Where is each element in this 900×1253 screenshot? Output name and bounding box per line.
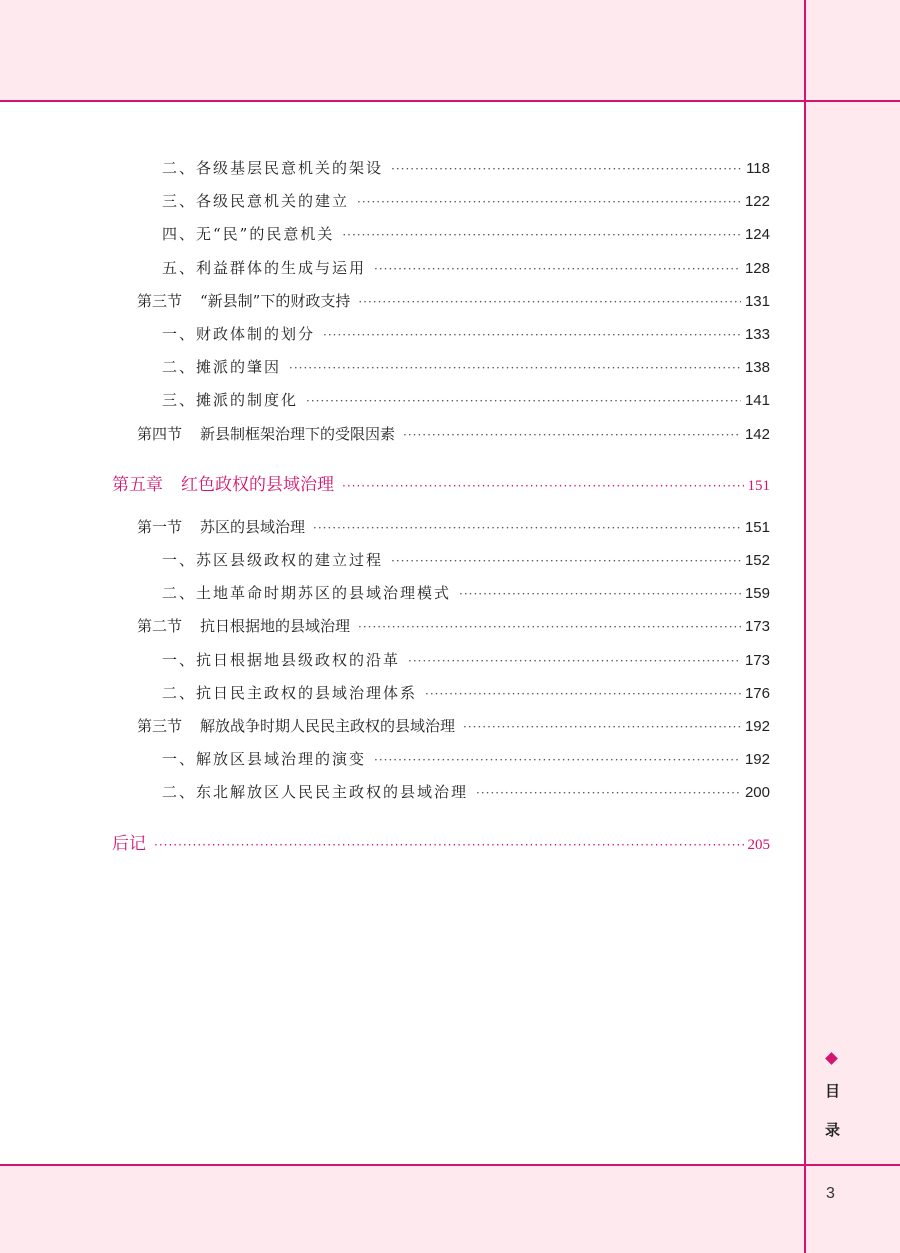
- diamond-icon: [825, 1052, 838, 1065]
- leader-dots: [476, 786, 741, 800]
- toc-entry-label: 抗日根据地的县域治理: [200, 617, 351, 635]
- toc-entry[interactable]: [162, 257, 770, 278]
- section-tag: 第三节: [137, 717, 183, 735]
- bottom-rule: [0, 1164, 900, 1166]
- leader-dots: [323, 328, 741, 342]
- leader-dots: [391, 162, 742, 176]
- toc-entry-label: 三、各级民意机关的建立: [162, 192, 350, 210]
- toc-entry-page: 141: [744, 392, 770, 409]
- toc-entry-label: 一、解放区县域治理的演变: [162, 750, 367, 768]
- leader-dots: [358, 295, 741, 309]
- toc-entry-label: 二、东北解放区人民民主政权的县域治理: [162, 783, 469, 801]
- toc-entry[interactable]: [162, 682, 770, 703]
- leader-dots: [425, 687, 741, 701]
- toc-entry-label: 五、利益群体的生成与运用: [162, 259, 367, 277]
- toc-entry-page: 142: [744, 426, 770, 443]
- toc-entry-page: 133: [744, 326, 770, 343]
- leader-dots: [342, 479, 744, 493]
- leader-dots: [289, 361, 741, 375]
- leader-dots: [408, 654, 741, 668]
- toc-entry-page: 173: [744, 652, 770, 669]
- toc-entry-label: 一、苏区县级政权的建立过程: [162, 551, 384, 569]
- toc-entry-label: 一、财政体制的划分: [162, 325, 316, 343]
- toc-chapter-entry[interactable]: [112, 470, 770, 495]
- chapter-title: 后记: [112, 834, 146, 854]
- toc-entry[interactable]: [162, 223, 770, 244]
- toc-entry[interactable]: [162, 748, 770, 769]
- toc-entry-label: 三、摊派的制度化: [162, 391, 299, 409]
- page-number: 3: [826, 1185, 835, 1202]
- toc-entry-page: 200: [744, 784, 770, 801]
- leader-dots: [403, 428, 741, 442]
- section-tag: 第四节: [137, 425, 183, 443]
- toc-entry-page: 176: [744, 685, 770, 702]
- leader-dots: [459, 587, 741, 601]
- toc-entry-page: 122: [744, 193, 770, 210]
- toc-entry-page: 124: [744, 226, 770, 243]
- chapter-tag: 第五章: [112, 475, 163, 495]
- toc-entry[interactable]: [162, 649, 770, 670]
- toc-entry-label: 新县制框架治理下的受限因素: [200, 425, 396, 443]
- toc-section-entry[interactable]: [137, 715, 770, 736]
- toc-entry[interactable]: [162, 356, 770, 377]
- leader-dots: [374, 753, 741, 767]
- toc-section-entry[interactable]: [137, 615, 770, 636]
- side-rule: [804, 0, 806, 1253]
- toc-entry-page: 205: [747, 837, 770, 853]
- toc-entry[interactable]: [162, 582, 770, 603]
- toc-entry-label: 二、土地革命时期苏区的县域治理模式: [162, 584, 452, 602]
- toc-entry[interactable]: [162, 549, 770, 570]
- toc-entry-label: 四、无“民”的民意机关: [162, 225, 335, 243]
- leader-dots: [374, 262, 741, 276]
- toc-section-entry[interactable]: [137, 516, 770, 537]
- toc-entry-page: 131: [744, 293, 770, 310]
- toc-entry-page: 151: [744, 519, 770, 536]
- leader-dots: [342, 228, 741, 242]
- sidebar-label-char: 目: [825, 1082, 841, 1100]
- toc-entry-page: 152: [744, 552, 770, 569]
- toc-entry[interactable]: [162, 389, 770, 410]
- toc-entry-label: 二、抗日民主政权的县域治理体系: [162, 684, 418, 702]
- toc-entry-page: 118: [746, 160, 770, 177]
- toc-section-entry[interactable]: [137, 290, 770, 311]
- leader-dots: [306, 394, 741, 408]
- toc-entry[interactable]: [162, 781, 770, 802]
- toc-entry-page: 159: [744, 585, 770, 602]
- toc-afterword-entry[interactable]: [112, 829, 770, 854]
- toc-entry-label: 二、摊派的肇因: [162, 358, 282, 376]
- toc-entry-page: 138: [744, 359, 770, 376]
- toc-entry-label: 苏区的县域治理: [200, 518, 306, 536]
- top-rule: [0, 100, 900, 102]
- toc-entry-label: “新县制”下的财政支持: [200, 292, 351, 310]
- toc-entry-page: 192: [744, 751, 770, 768]
- leader-dots: [391, 554, 741, 568]
- leader-dots: [463, 720, 741, 734]
- chapter-title: 红色政权的县域治理: [181, 475, 334, 495]
- leader-dots: [154, 838, 744, 852]
- toc-entry-label: 解放战争时期人民民主政权的县域治理: [200, 717, 456, 735]
- section-tag: 第二节: [137, 617, 183, 635]
- section-tag: 第一节: [137, 518, 183, 536]
- sidebar-label-char: 录: [825, 1121, 841, 1139]
- toc-entry-page: 151: [747, 478, 770, 494]
- toc-entry[interactable]: [162, 190, 770, 211]
- toc-entry-label: 二、各级基层民意机关的架设: [162, 159, 384, 177]
- toc-section-entry[interactable]: [137, 423, 770, 444]
- toc-entry[interactable]: [162, 157, 770, 178]
- section-tag: 第三节: [137, 292, 183, 310]
- toc-entry-page: 192: [744, 718, 770, 735]
- toc-entry[interactable]: [162, 323, 770, 344]
- toc-entry-page: 173: [744, 618, 770, 635]
- toc-entry-page: 128: [744, 260, 770, 277]
- leader-dots: [313, 521, 741, 535]
- leader-dots: [358, 620, 741, 634]
- leader-dots: [357, 195, 741, 209]
- toc-entry-label: 一、抗日根据地县级政权的沿革: [162, 651, 401, 669]
